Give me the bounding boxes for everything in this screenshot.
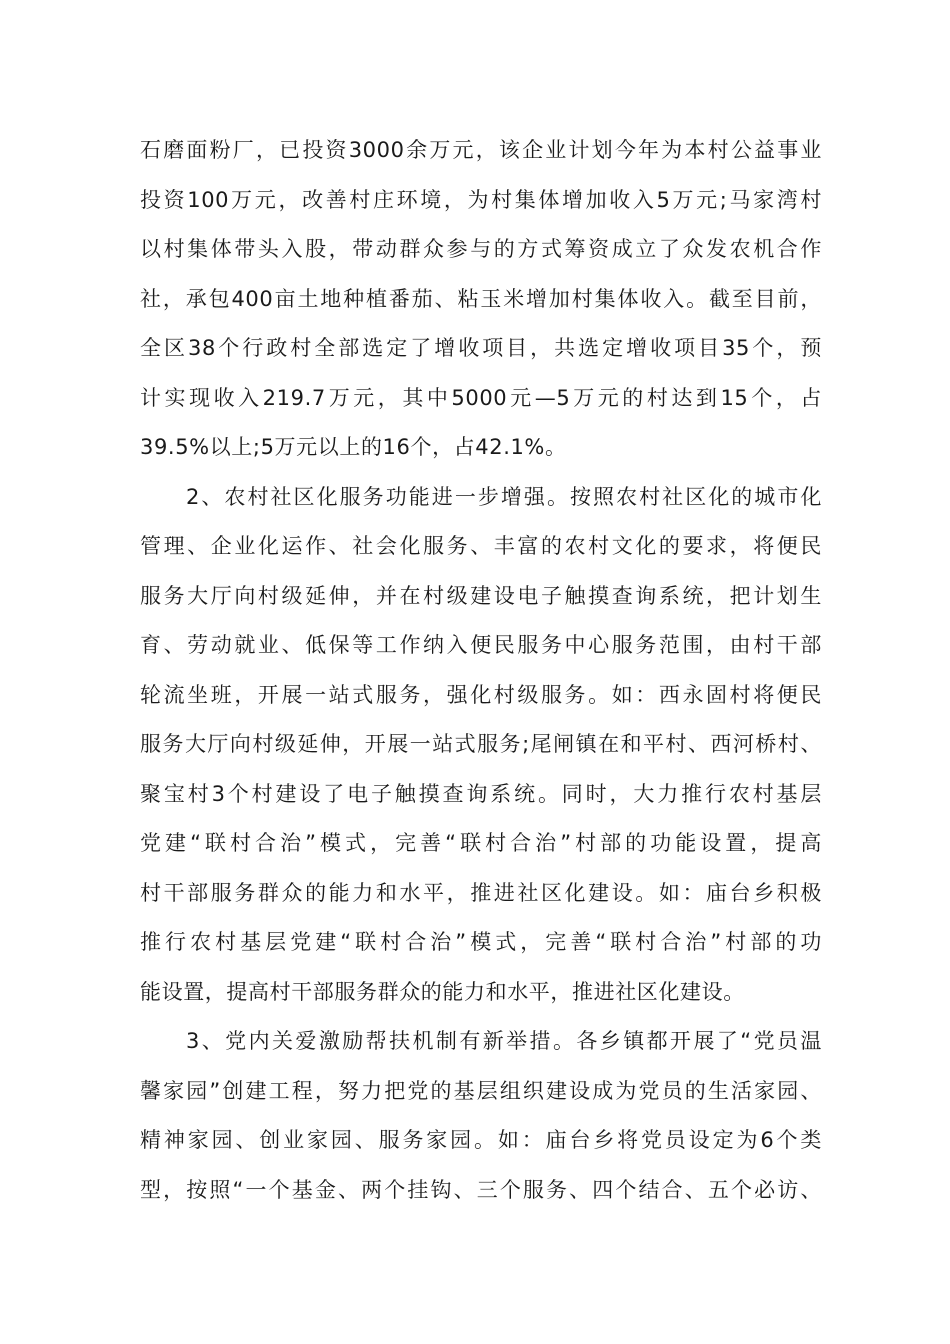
text-line: 计实现收入219.7万元，其中5000元—5万元的村达到15个，占	[140, 385, 822, 410]
text-line: 全区38个行政村全部选定了增收项目，共选定增收项目35个，预	[140, 336, 822, 360]
text-line: 馨家园”创建工程，努力把党的基层组织建设成为党员的生活家园、	[140, 1078, 822, 1103]
text-line: 推行农村基层党建“联村合治”模式，完善“联村合治”村部的功	[140, 930, 822, 954]
text-line: 社，承包400亩土地种植番茄、粘玉米增加村集体收入。截至目前，	[140, 286, 822, 311]
text-line: 投资100万元，改善村庄环境，为村集体增加收入5万元;马家湾村	[140, 187, 822, 212]
text-line: 以村集体带头入股，带动群众参与的方式筹资成立了众发农机合作	[140, 237, 822, 261]
text-line: 管理、企业化运作、社会化服务、丰富的农村文化的要求，将便民	[140, 534, 822, 558]
text-line: 村干部服务群众的能力和水平，推进社区化建设。如：庙台乡积极	[140, 880, 822, 905]
paragraph-3	[140, 1017, 822, 1215]
paragraph-1	[140, 126, 822, 473]
text-line: 石磨面粉厂，已投资3000余万元，该企业计划今年为本村公益事业	[140, 138, 822, 162]
text-line: 39.5%以上;5万元以上的16个，占42.1%。	[140, 435, 567, 459]
text-line: 服务大厅向村级延伸，并在村级建设电子触摸查询系统，把计划生	[140, 583, 822, 608]
document-body	[140, 126, 822, 1215]
text-line: 精神家园、创业家园、服务家园。如：庙台乡将党员设定为6个类	[140, 1128, 822, 1152]
text-line: 轮流坐班，开展一站式服务，强化村级服务。如：西永固村将便民	[140, 682, 822, 707]
text-line: 育、劳动就业、低保等工作纳入便民服务中心服务范围，由村干部	[140, 633, 822, 657]
text-line: 服务大厅向村级延伸，开展一站式服务;尾闸镇在和平村、西河桥村、	[140, 732, 822, 756]
text-line: 党建“联村合治”模式，完善“联村合治”村部的功能设置，提高	[140, 831, 822, 855]
paragraph-2	[140, 473, 822, 1018]
text-line: 型，按照“一个基金、两个挂钩、三个服务、四个结合、五个必访、	[140, 1177, 822, 1202]
text-line: 聚宝村3个村建设了电子触摸查询系统。同时，大力推行农村基层	[140, 781, 822, 806]
text-line: 3、党内关爱激励帮扶机制有新举措。各乡镇都开展了“党员温	[186, 1029, 822, 1053]
text-line: 2、农村社区化服务功能进一步增强。按照农村社区化的城市化	[186, 484, 822, 509]
text-line: 能设置，提高村干部服务群众的能力和水平，推进社区化建设。	[140, 979, 745, 1004]
